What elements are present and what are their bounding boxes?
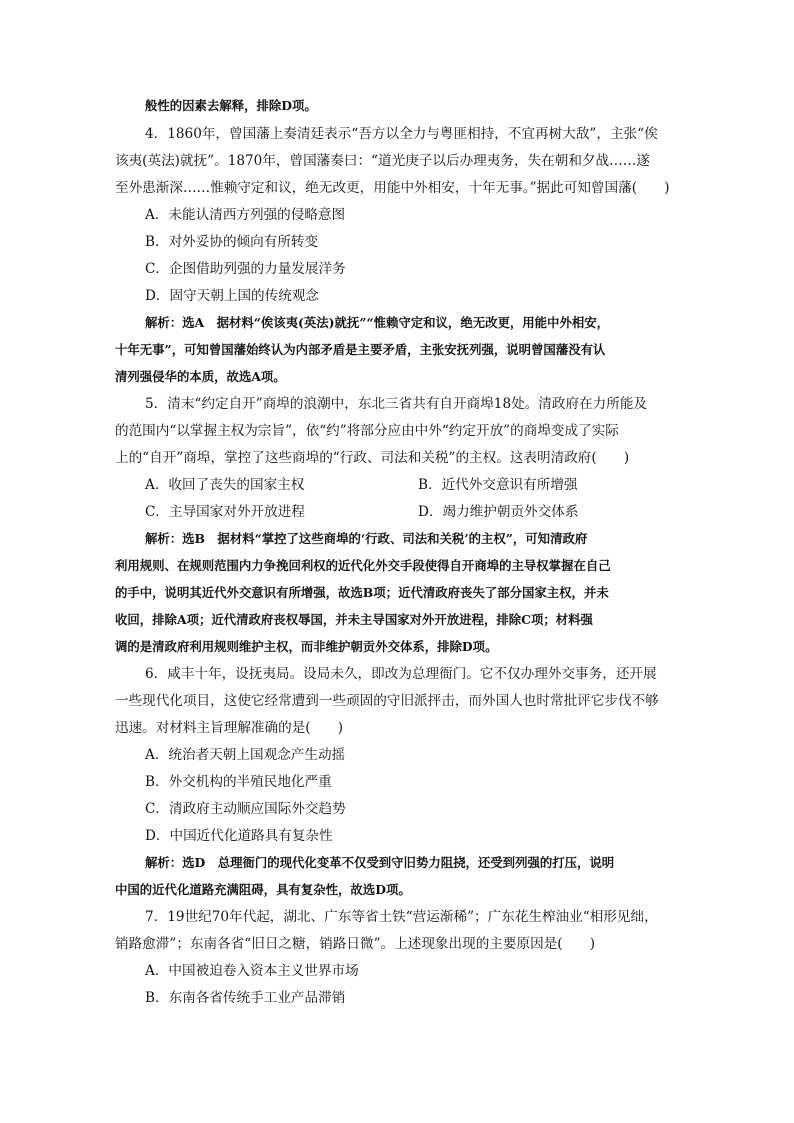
question-5-analysis-line-4: 收回，排除A项；近代清政府丧权辱国，并未主导国家对外开放进程，排除C项；材料强 <box>115 612 593 627</box>
question-4-analysis-line-2: 十年无事”，可知曾国藩始终认为内部矛盾是主要矛盾，主张安抚列强，说明曾国藩没有认 <box>115 342 606 357</box>
question-4-stem-line-2: 该夷(英法)就抚”。1870年，曾国藩奏曰：“道光庚子以后办理夷务，失在朝和夕战……遂 <box>115 153 650 169</box>
question-6-option-c: C．清政府主动顺应国际外交趋势 <box>145 801 346 817</box>
question-6-analysis-line-2: 中国的近代化道路充满阻碍，具有复杂性，故选D项。 <box>115 882 411 897</box>
question-4-option-c: C．企图借助列强的力量发展洋务 <box>145 261 346 277</box>
question-4-stem-line-3: 至外患渐深……惟赖守定和议，绝无改更，用能中外相安，十年无事。”据此可知曾国藩( ) <box>115 180 670 196</box>
question-5-option-b: B．近代外交意识有所增强 <box>418 477 578 493</box>
question-5-option-c: C．主导国家对外开放进程 <box>145 504 305 520</box>
question-6-analysis-line-1: 解析：选D 总理衙门的现代化变革不仅受到守旧势力阻挠，还受到列强的打压，说明 <box>145 855 615 870</box>
question-4-option-d: D．固守天朝上国的传统观念 <box>145 288 320 304</box>
question-5-stem-line-1: 5．清末“约定自开”商埠的浪潮中，东北三省共有自开商埠18处。清政府在力所能及 <box>145 396 648 412</box>
question-5-analysis-line-5: 调的是清政府利用规则维护主权，而非维护朝贡外交体系，排除D项。 <box>115 639 498 654</box>
question-7-option-a: A．中国被迫卷入资本主义世界市场 <box>145 963 359 979</box>
question-6-stem-line-3: 迅速。对材料主旨理解准确的是( ) <box>115 720 344 736</box>
question-7-stem-line-2: 销路愈滞”；东南各省“旧日之糖，销路日微”。上述现象出现的主要原因是( ) <box>115 936 596 952</box>
question-5-stem-line-2: 的范围内“以掌握主权为宗旨”，依“约”将部分应由中外“约定开放”的商埠变成了实际 <box>115 423 619 439</box>
question-5-analysis-line-1: 解析：选B 据材料“掌控了这些商埠的‘行政、司法和关税’的主权”，可知清政府 <box>145 531 588 546</box>
question-4-analysis-line-3: 清列强侵华的本质，故选A项。 <box>115 369 286 384</box>
question-5-option-d: D．竭力维护朝贡外交体系 <box>418 504 579 520</box>
question-5-analysis-line-3: 的手中，说明其近代外交意识有所增强，故选B项；近代清政府丧失了部分国家主权，并未 <box>115 585 609 600</box>
question-4-option-b: B．对外妥协的倾向有所转变 <box>145 234 319 250</box>
question-6-stem-line-1: 6．咸丰十年，设抚夷局。设局未久，即改为总理衙门。它不仅办理外交事务，还开展 <box>145 666 657 682</box>
question-6-option-b: B．外交机构的半殖民地化严重 <box>145 774 332 790</box>
text-line-continuation: 般性的因素去解释，排除D项。 <box>145 98 317 113</box>
question-4-option-a: A．未能认清西方列强的侵略意图 <box>145 207 346 223</box>
question-7-option-b: B．东南各省传统手工业产品滞销 <box>145 990 346 1006</box>
question-7-stem-line-1: 7．19世纪70年代起，湖北、广东等省土铁“营运渐稀”；广东花生榨油业“相形见绌， <box>145 909 658 925</box>
question-5-stem-line-3: 上的“自开”商埠，掌控了这些商埠的“行政、司法和关税”的主权。这表明清政府( ) <box>115 450 630 466</box>
question-5-analysis-line-2: 利用规则、在规则范围内力争挽回利权的近代化外交手段使得自开商埠的主导权掌握在自己 <box>115 558 611 573</box>
question-6-option-d: D．中国近代化道路具有复杂性 <box>145 828 333 844</box>
question-4-stem-line-1: 4．1860年，曾国藩上奏清廷表示“吾方以全力与粤匪相持，不宜再树大敌”，主张“俟 <box>145 126 658 142</box>
question-6-option-a: A．统治者天朝上国观念产生动摇 <box>145 747 346 763</box>
question-6-stem-line-2: 一些现代化项目，这使它经常遭到一些顽固的守旧派抨击，而外国人也时常批评它步伐不够 <box>115 693 659 709</box>
question-4-analysis-line-1: 解析：选A 据材料“俟该夷(英法)就抚”“惟赖守定和议，绝无改更，用能中外相安， <box>145 315 610 330</box>
question-5-option-a: A．收回了丧失的国家主权 <box>145 477 305 493</box>
